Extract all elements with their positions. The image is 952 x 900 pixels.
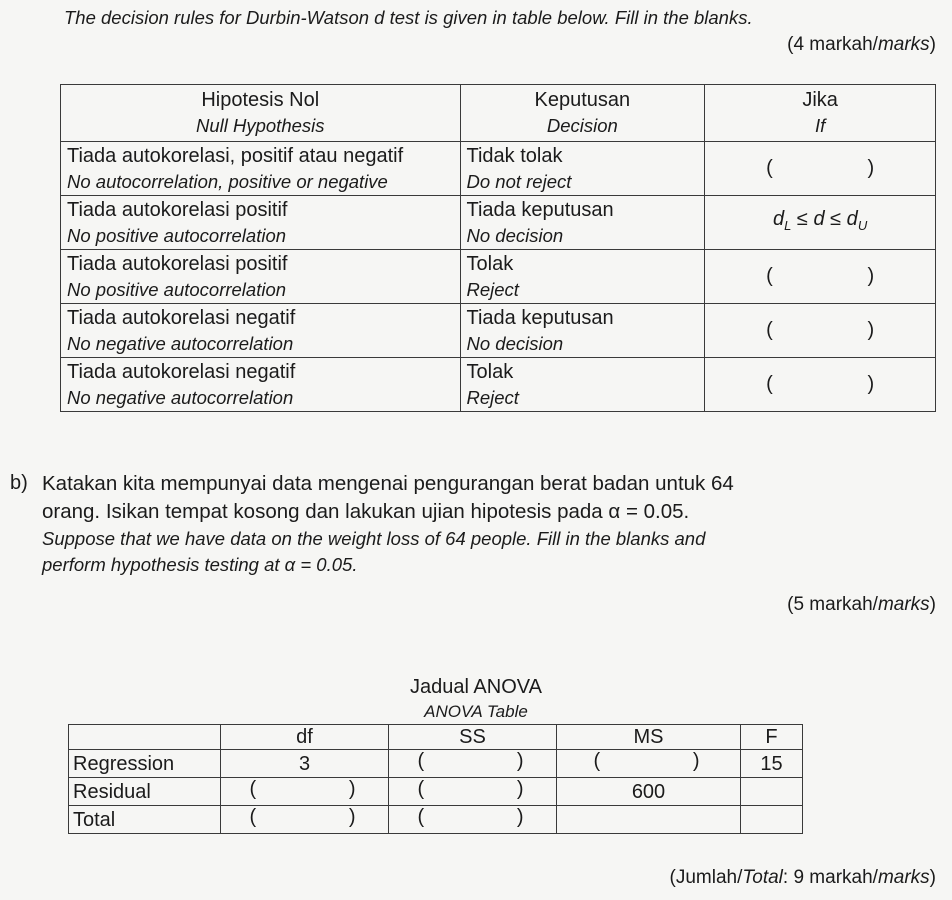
row-label: Total — [69, 806, 221, 834]
anova-row-total — [69, 806, 803, 834]
ms-value: 600 — [557, 778, 741, 806]
blank-answer-cell[interactable]: ( ) — [389, 806, 557, 834]
hypothesis-cell: Tiada autokorelasi positif No positive autocorrelation — [61, 250, 461, 304]
anova-header-f: F — [741, 725, 803, 750]
table-row — [61, 142, 936, 196]
decision-cell: Tiada keputusan No decision — [460, 196, 705, 250]
hypothesis-cell: Tiada autokorelasi positif No positive autocorrelation — [61, 196, 461, 250]
blank-answer-cell[interactable]: ( ) — [221, 806, 389, 834]
empty-cell — [741, 778, 803, 806]
part-b-malay-line-1: Katakan kita mempunyai data mengenai pengurangan berat badan untuk 64 — [42, 472, 734, 495]
part-b-malay-line-2: orang. Isikan tempat kosong dan lakukan ujian hipotesis pada α = 0.05. — [42, 500, 690, 523]
empty-cell — [741, 806, 803, 834]
marks-part-b: (5 markah/marks) — [787, 594, 936, 615]
df-value: 3 — [221, 750, 389, 778]
blank-answer-cell[interactable]: ( ) — [221, 778, 389, 806]
condition-cell — [705, 196, 936, 250]
intro-text: The decision rules for Durbin-Watson d test is given in table below. Fill in the blanks. — [64, 7, 753, 28]
blank-answer-cell[interactable]: ( ) — [557, 750, 741, 778]
marks-part-a: (4 markah/marks) — [787, 34, 936, 55]
condition-value: $d_L \le d \le d_U$ — [773, 208, 868, 233]
empty-cell — [557, 806, 741, 834]
anova-header-row — [69, 725, 803, 750]
anova-subtitle: ANOVA Table — [424, 702, 528, 721]
anova-header-empty — [69, 725, 221, 750]
anova-table — [68, 724, 803, 834]
row-label: Regression — [69, 750, 221, 778]
blank-answer-cell[interactable]: ( ) — [705, 358, 936, 412]
header-null-hypothesis: Hipotesis Nol Null Hypothesis — [61, 85, 461, 142]
anova-header-ss: SS — [389, 725, 557, 750]
blank-answer-cell[interactable]: ( ) — [389, 778, 557, 806]
durbin-watson-table — [60, 84, 936, 412]
header-if: Jika If — [705, 85, 936, 142]
hypothesis-cell: Tiada autokorelasi, positif atau negatif No autocorrelation, positive or negative — [61, 142, 461, 196]
blank-answer-cell[interactable]: ( ) — [705, 304, 936, 358]
decision-cell: Tolak Reject — [460, 358, 705, 412]
table-row — [61, 358, 936, 412]
hypothesis-cell: Tiada autokorelasi negatif No negative autocorrelation — [61, 304, 461, 358]
decision-cell: Tiada keputusan No decision — [460, 304, 705, 358]
f-value: 15 — [741, 750, 803, 778]
blank-answer-cell[interactable]: ( ) — [389, 750, 557, 778]
hypothesis-cell: Tiada autokorelasi negatif No negative autocorrelation — [61, 358, 461, 412]
decision-cell: Tolak Reject — [460, 250, 705, 304]
blank-answer-cell[interactable]: ( ) — [705, 142, 936, 196]
blank-answer-cell[interactable]: ( ) — [705, 250, 936, 304]
table-row — [61, 250, 936, 304]
anova-row-regression — [69, 750, 803, 778]
table-row — [61, 304, 936, 358]
part-b-english-line-2: perform hypothesis testing at α = 0.05. — [42, 554, 358, 575]
table-row — [61, 196, 936, 250]
total-marks: (Jumlah/Total: 9 markah/marks) — [669, 867, 936, 888]
anova-header-ms: MS — [557, 725, 741, 750]
row-label: Residual — [69, 778, 221, 806]
anova-row-residual — [69, 778, 803, 806]
table-header-row — [61, 85, 936, 142]
part-b-english-line-1: Suppose that we have data on the weight loss of 64 people. Fill in the blanks and — [42, 528, 706, 549]
anova-header-df: df — [221, 725, 389, 750]
anova-title: Jadual ANOVA — [410, 676, 542, 698]
part-b-label: b) — [10, 472, 28, 494]
header-decision: Keputusan Decision — [460, 85, 705, 142]
decision-cell: Tidak tolak Do not reject — [460, 142, 705, 196]
